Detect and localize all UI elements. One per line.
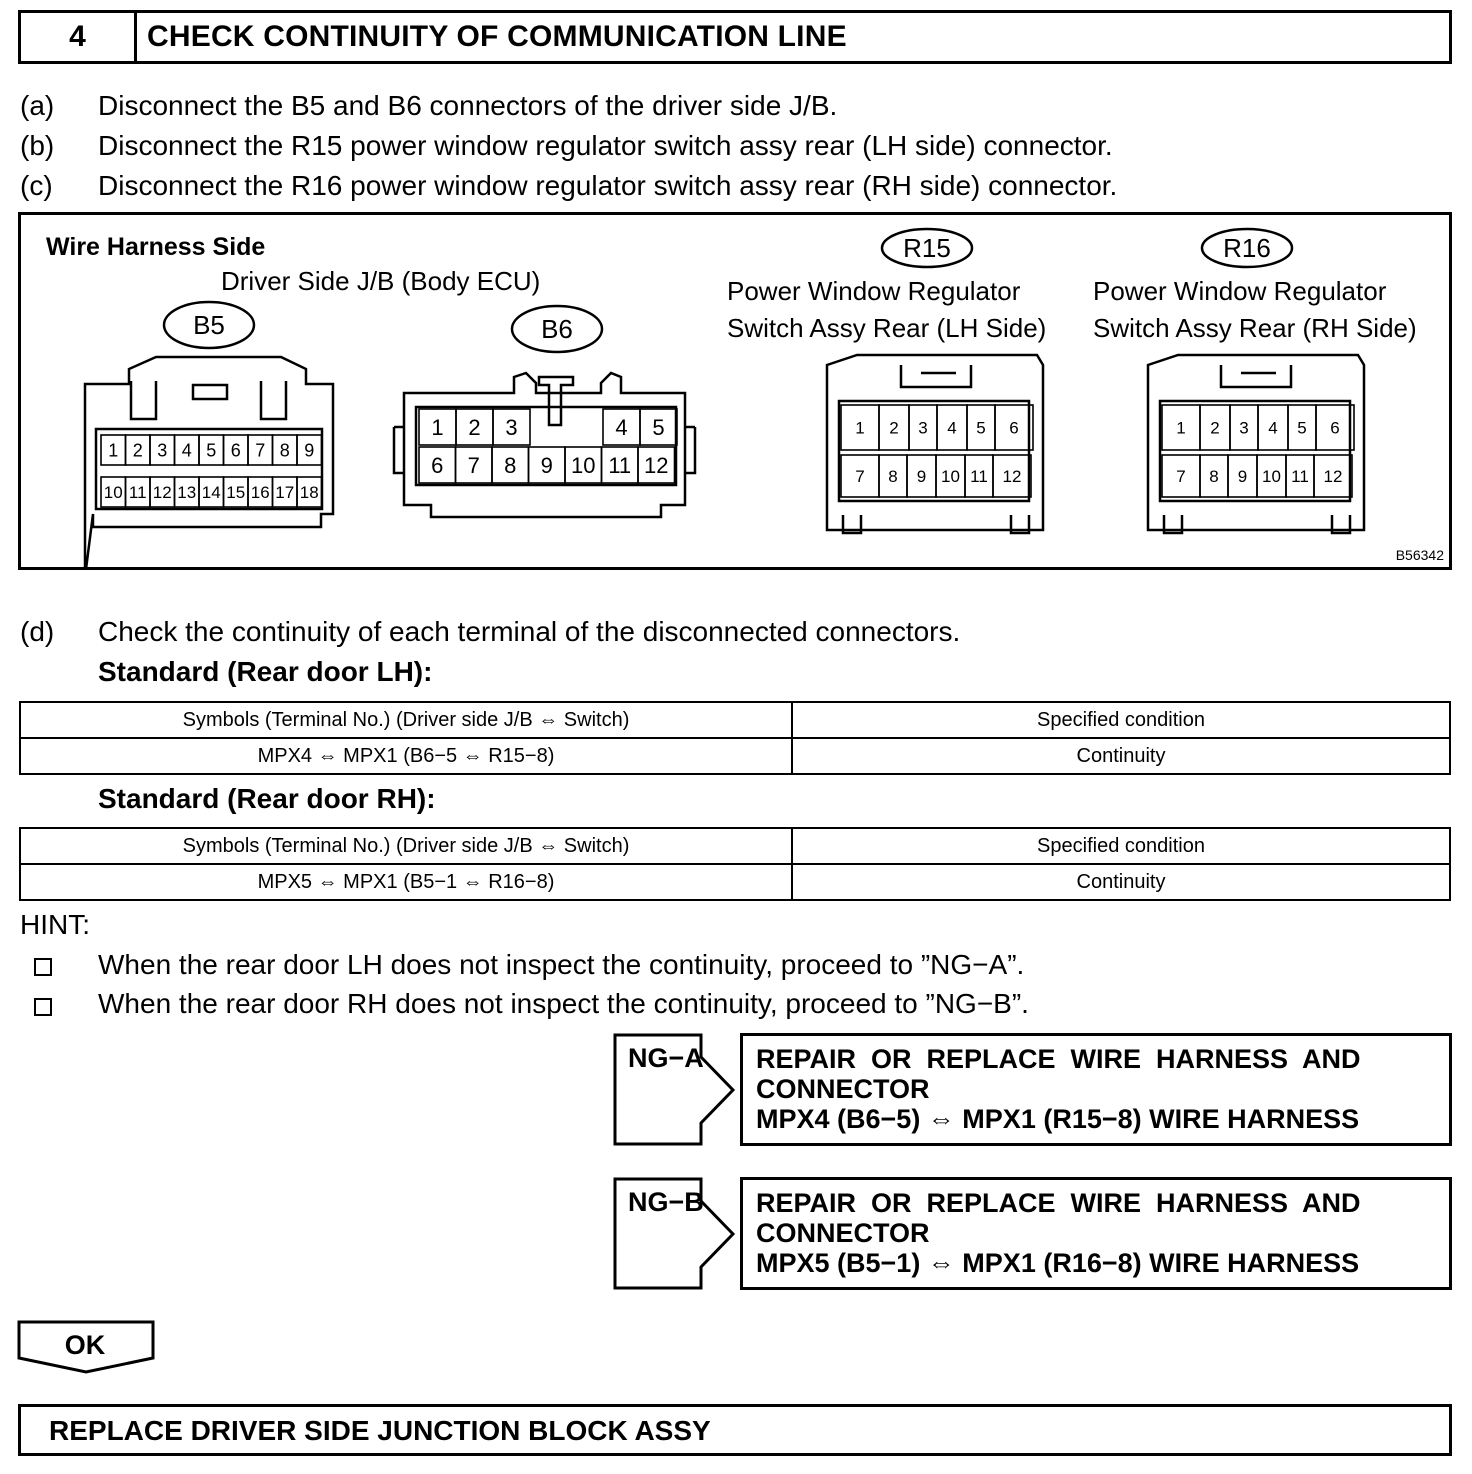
instruction-b-label: (b): [20, 130, 55, 161]
b5-name: B5: [193, 310, 225, 340]
b5-pin-number: 2: [132, 440, 143, 461]
pin-layer: [101, 405, 1354, 507]
table-header-row: [20, 702, 1450, 738]
r16-pin-number: 1: [1176, 418, 1186, 438]
r16-pin-number: 6: [1330, 418, 1340, 438]
jb-label: Driver Side J/B (Body ECU): [221, 266, 541, 296]
r15-pin-number: 7: [855, 467, 865, 487]
step-title: CHECK CONTINUITY OF COMMUNICATION LINE: [147, 20, 847, 53]
step-number: 4: [21, 13, 137, 61]
r16-label-line1: Power Window Regulator: [1093, 276, 1387, 306]
r15-label-line1: Power Window Regulator: [727, 276, 1021, 306]
table-cell: Continuity: [792, 864, 1450, 900]
b5-pin-number: 18: [299, 483, 319, 503]
table-header-cell: Symbols (Terminal No.) (Driver side J/B ⇔ Switch): [20, 828, 792, 864]
b5-pin-number: 13: [177, 483, 197, 503]
ng-b-line1: REPAIR OR REPLACE WIRE HARNESS AND: [756, 1188, 1361, 1218]
b5-pin-number: 8: [279, 440, 290, 461]
b6-pin-number: 12: [644, 452, 669, 478]
r16-pin-number: 3: [1239, 418, 1249, 438]
r16-pin-number: 2: [1210, 418, 1220, 438]
r15-pin-number: 1: [855, 418, 865, 438]
final-action-box: [18, 1404, 1452, 1456]
b5-pin-number: 6: [230, 440, 241, 461]
b6-pin-number: 10: [571, 452, 596, 478]
r15-connector-shape: [827, 355, 1043, 533]
r15-pin-number: 5: [976, 418, 986, 438]
instruction-d-text: Check the continuity of each terminal of the disconnected connectors.: [98, 616, 961, 647]
b5-pin-number: 11: [128, 483, 147, 503]
instruction-b-text: Disconnect the R15 power window regulator switch assy rear (LH side) connector.: [98, 130, 1113, 161]
ng-a-line3: MPX4 (B6−5) ⇔ MPX1 (R15−8) WIRE HARNESS: [756, 1104, 1360, 1134]
r16-pin-number: 5: [1297, 418, 1307, 438]
ng-a-tag: NG−A: [628, 1043, 704, 1073]
figure-id: B56342: [1395, 547, 1444, 563]
r15-pin-number: 11: [970, 467, 988, 487]
b6-pin-number: 1: [431, 414, 444, 440]
checkbox-icon: [34, 998, 52, 1016]
b6-pin-number: 5: [652, 414, 665, 440]
table-row: [20, 738, 1450, 774]
ng-b-line2: CONNECTOR: [756, 1218, 930, 1248]
r16-pin-number: 11: [1291, 467, 1309, 487]
ng-a-line1: REPAIR OR REPLACE WIRE HARNESS AND: [756, 1044, 1361, 1074]
step-header: [18, 10, 1452, 64]
r16-pin-number: 9: [1237, 467, 1248, 487]
table-header-row: [20, 828, 1450, 864]
hint-item: When the rear door RH does not inspect the continuity, proceed to ”NG−B”.: [98, 988, 1029, 1019]
r16-pin-number: 7: [1176, 467, 1186, 487]
final-action-text: REPLACE DRIVER SIDE JUNCTION BLOCK ASSY: [49, 1415, 711, 1446]
b6-pin-number: 2: [468, 414, 481, 440]
r15-label-line2: Switch Assy Rear (LH Side): [727, 313, 1047, 343]
r15-name: R15: [903, 233, 951, 263]
b5-pin-number: 16: [250, 483, 270, 503]
b5-pin-number: 1: [108, 440, 119, 461]
r16-pin-number: 12: [1323, 467, 1343, 487]
instruction-a-label: (a): [20, 90, 55, 121]
table-cell: MPX5 ⇔ MPX1 (B5−1 ⇔ R16−8): [20, 864, 792, 900]
r16-pin-number: 8: [1209, 467, 1219, 487]
b6-pin-number: 8: [504, 452, 517, 478]
r15-pin-number: 3: [918, 418, 928, 438]
b6-pin-number: 6: [431, 452, 444, 478]
instruction-a-text: Disconnect the B5 and B6 connectors of the driver side J/B.: [98, 90, 838, 121]
b5-pin-number: 14: [201, 483, 221, 503]
r16-label-line2: Switch Assy Rear (RH Side): [1093, 313, 1417, 343]
table-row: [20, 864, 1450, 900]
b5-pin-number: 3: [157, 440, 168, 461]
b5-pin-number: 15: [226, 483, 246, 503]
standard-lh-title: Standard (Rear door LH):: [98, 656, 433, 687]
table-cell: MPX4 ⇔ MPX1 (B6−5 ⇔ R15−8): [20, 738, 792, 774]
instruction-c-label: (c): [20, 170, 53, 201]
table-header-cell: Specified condition: [792, 828, 1450, 864]
b6-pin-number: 7: [467, 452, 480, 478]
table-cell: Continuity: [792, 738, 1450, 774]
ng-b-tag: NG−B: [628, 1187, 704, 1217]
b5-pin-number: 12: [152, 483, 172, 503]
ng-b-line3: MPX5 (B5−1) ⇔ MPX1 (R16−8) WIRE HARNESS: [756, 1248, 1360, 1278]
b6-pin-number: 4: [615, 414, 628, 440]
standard-rh-table: [19, 827, 1451, 901]
r15-pin-number: 6: [1009, 418, 1019, 438]
r16-pin-number: 4: [1268, 418, 1278, 438]
r15-pin-number: 10: [941, 467, 960, 487]
ng-a-action-box: [740, 1033, 1452, 1146]
table-header-cell: Specified condition: [792, 702, 1450, 738]
b5-pin-number: 7: [255, 440, 266, 461]
b6-name: B6: [541, 314, 573, 344]
b5-connector-shape: [85, 357, 333, 567]
b5-pin-number: 17: [275, 483, 295, 503]
r15-pin-number: 9: [916, 467, 927, 487]
connector-diagram: [18, 212, 1452, 570]
b5-pin-number: 5: [206, 440, 217, 461]
ng-a-line2: CONNECTOR: [756, 1074, 930, 1104]
b6-pin-number: 9: [540, 452, 553, 478]
ok-label: OK: [64, 1330, 106, 1360]
r15-pin-number: 2: [889, 418, 899, 438]
hint-item: When the rear door LH does not inspect the continuity, proceed to ”NG−A”.: [98, 949, 1025, 980]
b5-pin-number: 9: [304, 440, 315, 461]
r16-connector-shape: [1148, 355, 1364, 533]
checkbox-icon: [34, 958, 52, 976]
instruction-c-text: Disconnect the R16 power window regulator switch assy rear (RH side) connector.: [98, 170, 1118, 201]
r15-pin-number: 8: [888, 467, 898, 487]
diagram-heading: Wire Harness Side: [46, 233, 266, 261]
standard-rh-title: Standard (Rear door RH):: [98, 783, 436, 814]
table-header-cell: Symbols (Terminal No.) (Driver side J/B ⇔ Switch): [20, 702, 792, 738]
r15-pin-number: 12: [1002, 467, 1022, 487]
hint-label: HINT:: [20, 909, 90, 940]
b5-pin-number: 10: [103, 483, 123, 503]
ng-b-action-box: [740, 1177, 1452, 1290]
r16-name: R16: [1223, 233, 1271, 263]
b6-pin-number: 11: [608, 452, 632, 478]
standard-lh-table: [19, 701, 1451, 775]
b6-pin-number: 3: [505, 414, 518, 440]
r15-pin-number: 4: [947, 418, 957, 438]
b5-pin-number: 4: [181, 440, 192, 461]
r16-pin-number: 10: [1262, 467, 1281, 487]
instruction-d-label: (d): [20, 616, 55, 647]
